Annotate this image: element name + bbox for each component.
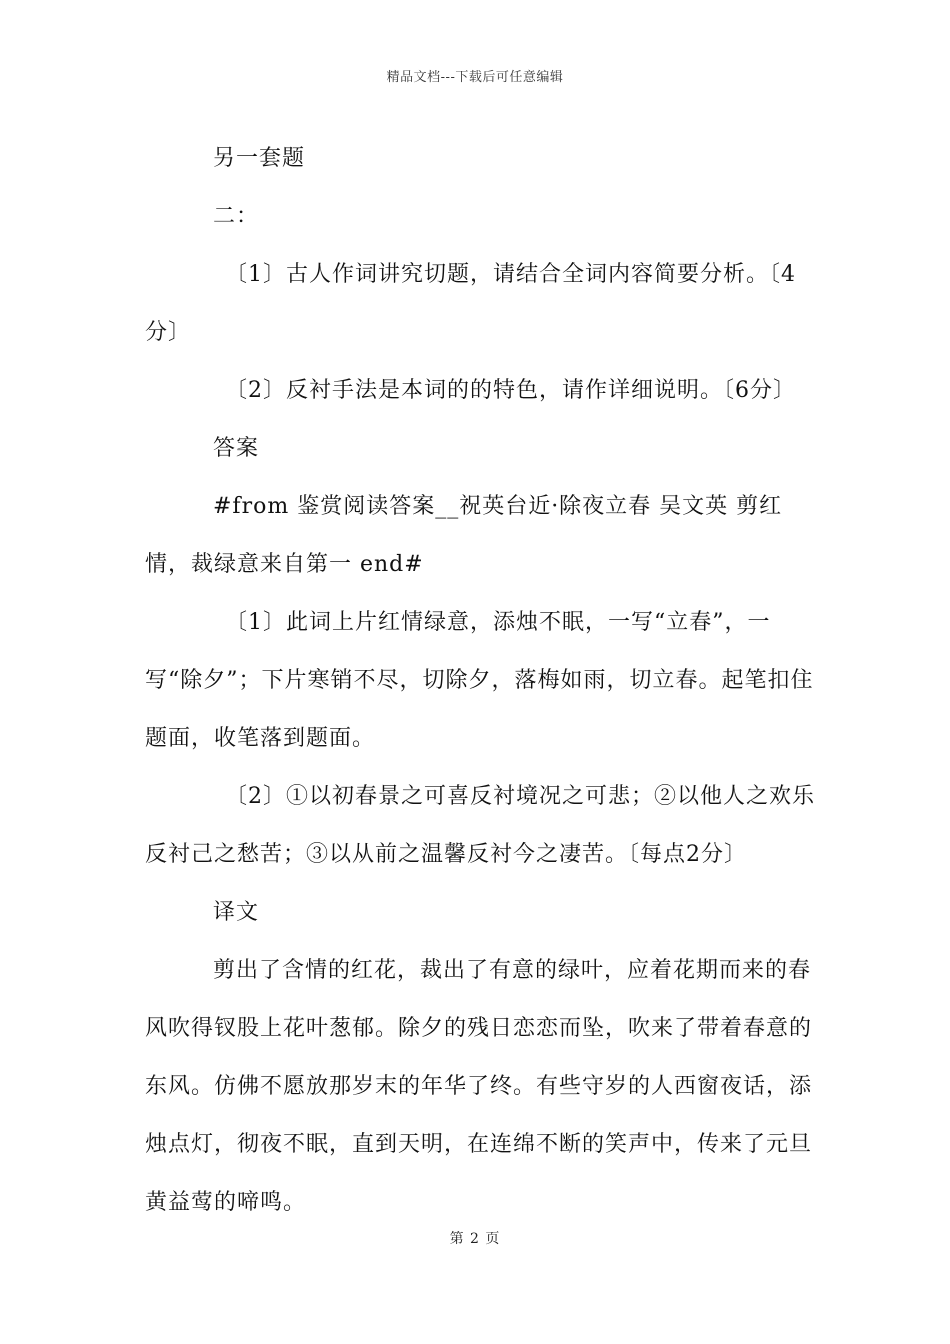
- page-header: 精品文档---下载后可任意编辑: [386, 70, 564, 85]
- document-body: [145, 130, 820, 1232]
- question-1: 〔1〕古人作词讲究切题，请结合全词内容简要分析。〔4分〕: [145, 262, 796, 345]
- heading-alt-set: 另一套题: [213, 146, 306, 171]
- question-2: 〔2〕反衬手法是本词的的特色，请作详细说明。〔6分〕: [225, 378, 796, 403]
- section-two-label: 二：: [213, 204, 260, 229]
- translation-text: 剪出了含情的红花，裁出了有意的绿叶，应着花期而来的春风吹得钗股上花叶葱郁。除夕的残日恋恋而坠，吹来了带着春意的东风。仿佛不愿放那岁末的年华了终。有些守岁的人西窗夜话，添烛点灯，彻夜不眠，直到天明，在连绵不断的笑声中，传来了元旦黄益莺的啼鸣。: [145, 958, 813, 1215]
- source-line: #from 鉴赏阅读答案__祝英台近·除夜立春 吴文英 剪红情，裁绿意来自第一 end#: [145, 494, 783, 577]
- answer-1: 〔1〕此词上片红情绿意，添烛不眠，一写“立春”，一写“除夕”；下片寒销不尽，切除夕，落梅如雨，切立春。起笔扣住题面，收笔落到题面。: [145, 610, 814, 751]
- answer-2: 〔2〕①以初春景之可喜反衬境况之可悲；②以他人之欢乐反衬己之愁苦；③以从前之温馨反衬今之凄苦。〔每点2分〕: [145, 784, 815, 867]
- page-number: 第 2 页: [449, 1231, 501, 1247]
- translation-heading: 译文: [213, 900, 260, 925]
- answer-heading: 答案: [213, 436, 260, 461]
